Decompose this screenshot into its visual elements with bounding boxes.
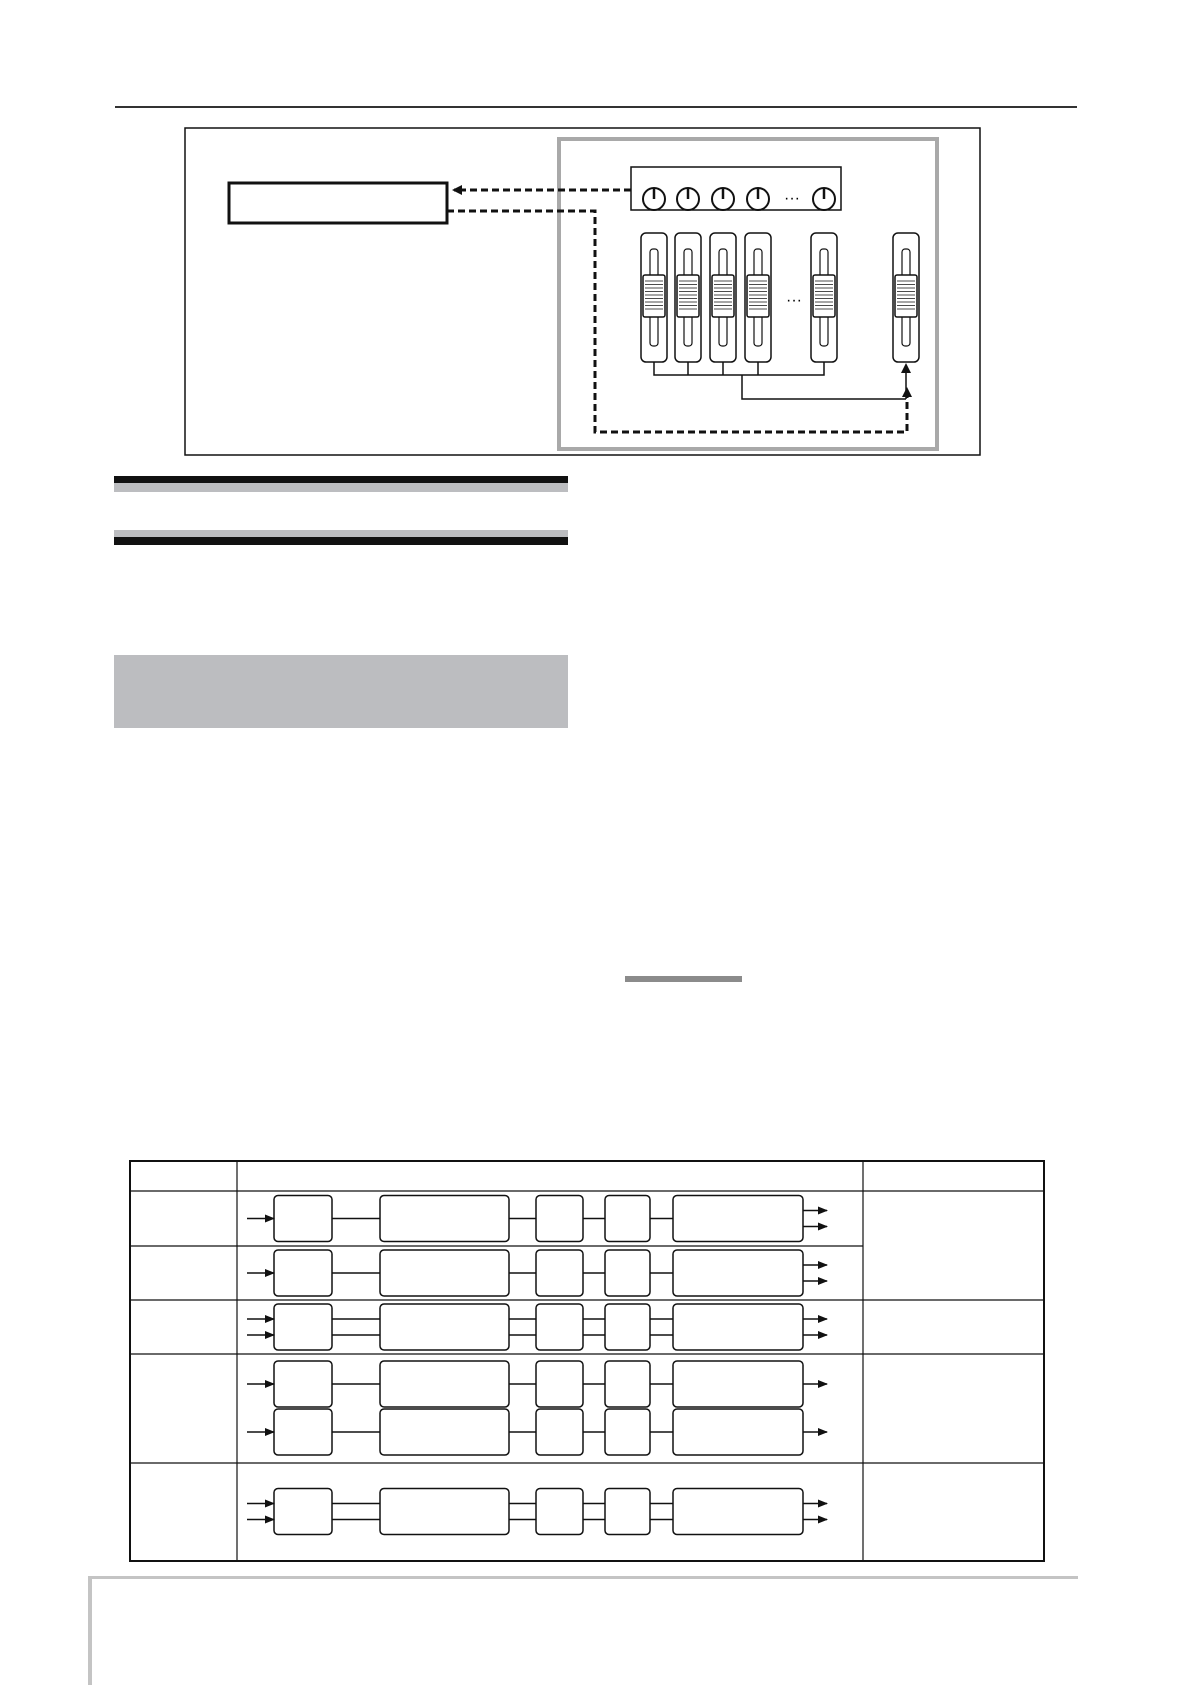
footer-rule-horizontal [88, 1576, 1078, 1579]
channel-knob-icon [813, 188, 835, 210]
channel-fader-icon [811, 233, 837, 362]
effect-module-box [380, 1196, 509, 1242]
diagram-frame [185, 128, 980, 455]
effect-module-box [274, 1361, 332, 1407]
divider-bar [625, 976, 742, 982]
effect-module-box [536, 1409, 583, 1455]
channel-knob-icon [747, 188, 769, 210]
effect-module-box [673, 1250, 803, 1296]
table-row [247, 1304, 827, 1350]
effect-module-box [274, 1489, 332, 1535]
mixer-diagram [184, 127, 981, 456]
effect-module-box [605, 1409, 650, 1455]
channel-knob-icon [677, 188, 699, 210]
effect-module-box [673, 1196, 803, 1242]
effect-module-box [605, 1196, 650, 1242]
table-row [247, 1196, 827, 1242]
effect-module-box [536, 1304, 583, 1350]
effect-module-box [536, 1196, 583, 1242]
effect-module-box [673, 1409, 803, 1455]
effect-module-box [274, 1409, 332, 1455]
shaded-panel [114, 655, 568, 728]
header-rule [115, 106, 1077, 108]
effect-module-box [605, 1489, 650, 1535]
table-row [247, 1250, 827, 1296]
effect-module-box [274, 1196, 332, 1242]
section-bar-bottom [114, 530, 568, 545]
effect-module-box [536, 1489, 583, 1535]
footer-rule-vertical [88, 1576, 92, 1685]
knob-ellipsis: ··· [784, 190, 800, 207]
table-row [247, 1489, 827, 1535]
effect-chain-table [129, 1160, 1045, 1562]
effect-module-box [673, 1361, 803, 1407]
channel-knob-icon [643, 188, 665, 210]
chain-table-graphic [131, 1162, 1043, 1560]
effect-module-box [380, 1250, 509, 1296]
effect-module-box [536, 1361, 583, 1407]
effect-module-box [605, 1304, 650, 1350]
channel-fader-icon [675, 233, 701, 362]
master-fader-icon [893, 233, 919, 362]
effect-module-box [380, 1409, 509, 1455]
effect-module-box [673, 1489, 803, 1535]
channel-fader-icon [745, 233, 771, 362]
fader-row [641, 233, 919, 362]
fader-ellipsis: ··· [786, 292, 802, 309]
effect-module-box [274, 1250, 332, 1296]
display-box [229, 183, 447, 223]
effect-module-box [274, 1304, 332, 1350]
effect-module-box [673, 1304, 803, 1350]
effect-module-box [380, 1304, 509, 1350]
section-bar-top [114, 476, 568, 492]
effect-module-box [605, 1361, 650, 1407]
channel-fader-icon [710, 233, 736, 362]
table-row [247, 1361, 827, 1455]
effect-module-box [380, 1489, 509, 1535]
effect-module-box [605, 1250, 650, 1296]
effect-module-box [536, 1250, 583, 1296]
channel-fader-icon [641, 233, 667, 362]
table-grid [131, 1162, 1043, 1560]
effect-module-box [380, 1361, 509, 1407]
fader-bus-line [654, 362, 899, 399]
channel-knob-icon [712, 188, 734, 210]
